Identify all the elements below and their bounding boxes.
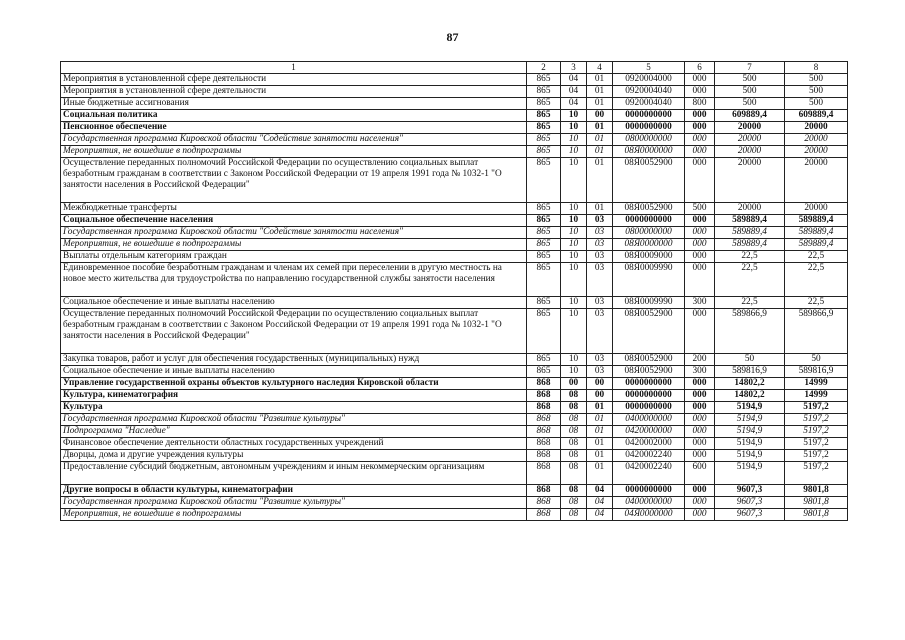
row-section-cell: 08 [561, 497, 587, 509]
header-row [61, 62, 848, 74]
row-name-cell: Осуществление переданных полномочий Российской Федерации по осуществлению социальных выплат безработным гражданам в соответствии с Законом Российской Федерации от 19 апреля 1991 года № 1032-1 "О занятости населения в Российской Федерации" [61, 158, 527, 203]
row-target-cell: 04Я0000000 [613, 509, 685, 521]
row-section-cell: 10 [561, 309, 587, 354]
row-amount-cell: 5194,9 [715, 426, 785, 438]
row-section-cell: 10 [561, 297, 587, 309]
row-amount-next-cell: 9801,8 [785, 485, 848, 497]
row-expense-type-cell: 300 [685, 366, 715, 378]
table-row [61, 485, 848, 497]
row-amount-cell: 5194,9 [715, 450, 785, 462]
row-target-cell: 08Я0009990 [613, 297, 685, 309]
column-header: 3 [561, 62, 587, 74]
column-header: 2 [527, 62, 561, 74]
row-code-cell: 865 [527, 134, 561, 146]
row-subsection-cell: 03 [587, 263, 613, 297]
row-subsection-cell: 01 [587, 86, 613, 98]
row-name-cell: Единовременное пособие безработным гражданам и членам их семей при переселении в другую местность на новое место жительства для трудоустройства по направлению государственной службы занятости населения [61, 263, 527, 297]
row-subsection-cell: 03 [587, 366, 613, 378]
table-row [61, 122, 848, 134]
row-subsection-cell: 01 [587, 414, 613, 426]
row-target-cell: 08Я0052900 [613, 309, 685, 354]
row-target-cell: 08Я0052900 [613, 158, 685, 203]
row-amount-cell: 20000 [715, 203, 785, 215]
row-target-cell: 08Я0052900 [613, 366, 685, 378]
row-subsection-cell: 01 [587, 438, 613, 450]
row-subsection-cell: 01 [587, 146, 613, 158]
row-target-cell: 08Я0009990 [613, 263, 685, 297]
table-row [61, 251, 848, 263]
row-target-cell: 0800000000 [613, 227, 685, 239]
row-target-cell: 08Я0009000 [613, 251, 685, 263]
row-amount-cell: 22,5 [715, 263, 785, 297]
row-expense-type-cell: 200 [685, 354, 715, 366]
row-code-cell: 865 [527, 86, 561, 98]
row-amount-cell: 5194,9 [715, 414, 785, 426]
table-row [61, 263, 848, 297]
row-expense-type-cell: 000 [685, 134, 715, 146]
row-expense-type-cell: 000 [685, 251, 715, 263]
row-section-cell: 08 [561, 426, 587, 438]
row-target-cell: 0000000000 [613, 110, 685, 122]
table-row [61, 110, 848, 122]
row-target-cell: 0000000000 [613, 485, 685, 497]
row-expense-type-cell: 000 [685, 450, 715, 462]
row-name-cell: Мероприятия, не вошедшие в подпрограммы [61, 239, 527, 251]
row-expense-type-cell: 000 [685, 158, 715, 203]
table-row [61, 462, 848, 485]
row-amount-next-cell: 9801,8 [785, 509, 848, 521]
row-code-cell: 868 [527, 438, 561, 450]
row-code-cell: 865 [527, 203, 561, 215]
row-target-cell: 0000000000 [613, 390, 685, 402]
row-amount-cell: 589889,4 [715, 239, 785, 251]
row-subsection-cell: 00 [587, 390, 613, 402]
row-expense-type-cell: 000 [685, 378, 715, 390]
row-amount-next-cell: 5197,2 [785, 462, 848, 485]
table-row [61, 309, 848, 354]
row-amount-next-cell: 14999 [785, 390, 848, 402]
row-code-cell: 868 [527, 390, 561, 402]
row-subsection-cell: 03 [587, 215, 613, 227]
row-amount-cell: 22,5 [715, 297, 785, 309]
row-target-cell: 0000000000 [613, 122, 685, 134]
table-row [61, 426, 848, 438]
table-row [61, 297, 848, 309]
row-section-cell: 10 [561, 239, 587, 251]
row-section-cell: 00 [561, 378, 587, 390]
table-row [61, 354, 848, 366]
row-subsection-cell: 04 [587, 509, 613, 521]
row-amount-cell: 9607,3 [715, 509, 785, 521]
row-amount-next-cell: 20000 [785, 134, 848, 146]
table-row [61, 215, 848, 227]
row-amount-cell: 20000 [715, 146, 785, 158]
row-code-cell: 865 [527, 146, 561, 158]
row-section-cell: 10 [561, 134, 587, 146]
row-name-cell: Межбюджетные трансферты [61, 203, 527, 215]
row-name-cell: Культура [61, 402, 527, 414]
row-code-cell: 865 [527, 366, 561, 378]
row-amount-next-cell: 9801,8 [785, 497, 848, 509]
row-amount-next-cell: 500 [785, 74, 848, 86]
row-expense-type-cell: 000 [685, 414, 715, 426]
row-name-cell: Осуществление переданных полномочий Российской Федерации по осуществлению социальных выплат безработным гражданам в соответствии с Законом Российской Федерации от 19 апреля 1991 года № 1032-1 "О занятости населения в Российской Федерации" [61, 309, 527, 354]
row-amount-next-cell: 22,5 [785, 263, 848, 297]
row-code-cell: 865 [527, 122, 561, 134]
row-name-cell: Социальное обеспечение и иные выплаты населению [61, 297, 527, 309]
row-code-cell: 865 [527, 74, 561, 86]
row-target-cell: 0420002240 [613, 450, 685, 462]
table-row [61, 146, 848, 158]
row-name-cell: Закупка товаров, работ и услуг для обеспечения государственных (муниципальных) нужд [61, 354, 527, 366]
row-name-cell: Мероприятия, не вошедшие в подпрограммы [61, 146, 527, 158]
row-target-cell: 0420000000 [613, 426, 685, 438]
row-subsection-cell: 03 [587, 227, 613, 239]
row-target-cell: 0800000000 [613, 134, 685, 146]
row-amount-cell: 589889,4 [715, 227, 785, 239]
row-subsection-cell: 01 [587, 402, 613, 414]
row-amount-next-cell: 5197,2 [785, 414, 848, 426]
row-target-cell: 08Я0052900 [613, 354, 685, 366]
table-row [61, 438, 848, 450]
row-target-cell: 08Я0000000 [613, 146, 685, 158]
column-header: 1 [61, 62, 527, 74]
row-expense-type-cell: 000 [685, 509, 715, 521]
row-section-cell: 08 [561, 402, 587, 414]
table-row [61, 158, 848, 203]
row-code-cell: 865 [527, 110, 561, 122]
row-amount-next-cell: 22,5 [785, 297, 848, 309]
row-amount-next-cell: 20000 [785, 146, 848, 158]
table-row [61, 86, 848, 98]
row-amount-next-cell: 20000 [785, 122, 848, 134]
row-section-cell: 08 [561, 485, 587, 497]
table-row [61, 203, 848, 215]
row-subsection-cell: 03 [587, 297, 613, 309]
row-target-cell: 0000000000 [613, 215, 685, 227]
row-target-cell: 0920004000 [613, 74, 685, 86]
table-row [61, 402, 848, 414]
row-expense-type-cell: 000 [685, 146, 715, 158]
row-expense-type-cell: 000 [685, 390, 715, 402]
row-amount-cell: 589866,9 [715, 309, 785, 354]
table-row [61, 227, 848, 239]
row-name-cell: Финансовое обеспечение деятельности областных государственных учреждений [61, 438, 527, 450]
row-section-cell: 08 [561, 450, 587, 462]
row-section-cell: 10 [561, 110, 587, 122]
row-amount-cell: 589889,4 [715, 215, 785, 227]
row-name-cell: Культура, кинематография [61, 390, 527, 402]
row-code-cell: 865 [527, 309, 561, 354]
row-section-cell: 10 [561, 146, 587, 158]
row-amount-next-cell: 50 [785, 354, 848, 366]
column-header: 5 [613, 62, 685, 74]
row-amount-cell: 14802,2 [715, 390, 785, 402]
row-amount-cell: 5194,9 [715, 462, 785, 485]
row-amount-cell: 20000 [715, 134, 785, 146]
row-name-cell: Иные бюджетные ассигнования [61, 98, 527, 110]
table-row [61, 98, 848, 110]
table-row [61, 239, 848, 251]
row-code-cell: 865 [527, 98, 561, 110]
table-row [61, 390, 848, 402]
row-name-cell: Другие вопросы в области культуры, кинематографии [61, 485, 527, 497]
row-expense-type-cell: 000 [685, 426, 715, 438]
row-amount-cell: 14802,2 [715, 378, 785, 390]
column-header: 8 [785, 62, 848, 74]
row-name-cell: Управление государственной охраны объектов культурного наследия Кировской области [61, 378, 527, 390]
row-subsection-cell: 01 [587, 134, 613, 146]
row-code-cell: 865 [527, 239, 561, 251]
row-expense-type-cell: 300 [685, 297, 715, 309]
row-expense-type-cell: 000 [685, 263, 715, 297]
row-section-cell: 10 [561, 227, 587, 239]
row-target-cell: 0400000000 [613, 497, 685, 509]
row-code-cell: 865 [527, 263, 561, 297]
row-subsection-cell: 01 [587, 203, 613, 215]
row-amount-next-cell: 500 [785, 86, 848, 98]
row-amount-cell: 500 [715, 86, 785, 98]
row-subsection-cell: 01 [587, 122, 613, 134]
table-row [61, 74, 848, 86]
row-code-cell: 865 [527, 215, 561, 227]
row-name-cell: Дворцы, дома и другие учреждения культуры [61, 450, 527, 462]
row-code-cell: 865 [527, 297, 561, 309]
budget-table [60, 61, 848, 521]
row-subsection-cell: 04 [587, 497, 613, 509]
row-target-cell: 0420002000 [613, 438, 685, 450]
row-expense-type-cell: 800 [685, 98, 715, 110]
row-section-cell: 10 [561, 354, 587, 366]
row-amount-next-cell: 20000 [785, 203, 848, 215]
row-amount-next-cell: 5197,2 [785, 438, 848, 450]
row-section-cell: 10 [561, 122, 587, 134]
row-amount-cell: 609889,4 [715, 110, 785, 122]
row-expense-type-cell: 000 [685, 74, 715, 86]
row-name-cell: Социальное обеспечение и иные выплаты населению [61, 366, 527, 378]
row-code-cell: 868 [527, 485, 561, 497]
row-amount-next-cell: 589866,9 [785, 309, 848, 354]
row-expense-type-cell: 000 [685, 485, 715, 497]
row-name-cell: Социальное обеспечение населения [61, 215, 527, 227]
row-target-cell: 0920004040 [613, 98, 685, 110]
row-target-cell: 0000000000 [613, 378, 685, 390]
row-code-cell: 865 [527, 251, 561, 263]
row-section-cell: 08 [561, 509, 587, 521]
row-target-cell: 0000000000 [613, 402, 685, 414]
row-expense-type-cell: 500 [685, 203, 715, 215]
row-name-cell: Социальная политика [61, 110, 527, 122]
row-name-cell: Подпрограмма "Наследие" [61, 426, 527, 438]
row-code-cell: 868 [527, 426, 561, 438]
row-target-cell: 0400000000 [613, 414, 685, 426]
row-expense-type-cell: 000 [685, 122, 715, 134]
column-header: 4 [587, 62, 613, 74]
row-code-cell: 865 [527, 158, 561, 203]
row-amount-cell: 20000 [715, 122, 785, 134]
row-subsection-cell: 03 [587, 251, 613, 263]
row-subsection-cell: 01 [587, 450, 613, 462]
row-target-cell: 0420002240 [613, 462, 685, 485]
table-row [61, 414, 848, 426]
row-expense-type-cell: 000 [685, 86, 715, 98]
row-amount-cell: 9607,3 [715, 497, 785, 509]
row-subsection-cell: 01 [587, 74, 613, 86]
row-name-cell: Государственная программа Кировской области "Содействие занятости населения" [61, 227, 527, 239]
page-number: 87 [446, 30, 459, 44]
row-name-cell: Государственная программа Кировской области "Развитие культуры" [61, 414, 527, 426]
row-amount-next-cell: 22,5 [785, 251, 848, 263]
row-section-cell: 10 [561, 366, 587, 378]
row-amount-next-cell: 589889,4 [785, 227, 848, 239]
row-amount-cell: 589816,9 [715, 366, 785, 378]
row-code-cell: 868 [527, 462, 561, 485]
row-code-cell: 865 [527, 354, 561, 366]
row-expense-type-cell: 000 [685, 309, 715, 354]
row-code-cell: 868 [527, 402, 561, 414]
row-amount-next-cell: 609889,4 [785, 110, 848, 122]
row-amount-next-cell: 14999 [785, 378, 848, 390]
row-amount-next-cell: 589889,4 [785, 215, 848, 227]
row-amount-cell: 5194,9 [715, 438, 785, 450]
table-row [61, 509, 848, 521]
row-amount-next-cell: 5197,2 [785, 426, 848, 438]
row-code-cell: 865 [527, 227, 561, 239]
row-amount-cell: 500 [715, 98, 785, 110]
row-target-cell: 08Я0052900 [613, 203, 685, 215]
column-header: 7 [715, 62, 785, 74]
row-section-cell: 10 [561, 263, 587, 297]
row-amount-cell: 20000 [715, 158, 785, 203]
row-subsection-cell: 03 [587, 309, 613, 354]
row-amount-next-cell: 500 [785, 98, 848, 110]
row-expense-type-cell: 000 [685, 438, 715, 450]
row-section-cell: 10 [561, 251, 587, 263]
row-name-cell: Государственная программа Кировской области "Содействие занятости населения" [61, 134, 527, 146]
row-expense-type-cell: 000 [685, 239, 715, 251]
row-code-cell: 868 [527, 378, 561, 390]
row-amount-next-cell: 5197,2 [785, 402, 848, 414]
row-amount-next-cell: 20000 [785, 158, 848, 203]
row-amount-next-cell: 5197,2 [785, 450, 848, 462]
table-row [61, 134, 848, 146]
row-section-cell: 10 [561, 158, 587, 203]
row-code-cell: 868 [527, 414, 561, 426]
row-expense-type-cell: 000 [685, 227, 715, 239]
row-subsection-cell: 03 [587, 239, 613, 251]
row-name-cell: Мероприятия, не вошедшие в подпрограммы [61, 509, 527, 521]
row-name-cell: Мероприятия в установленной сфере деятельности [61, 86, 527, 98]
row-section-cell: 08 [561, 390, 587, 402]
row-code-cell: 868 [527, 450, 561, 462]
row-code-cell: 868 [527, 497, 561, 509]
row-name-cell: Пенсионное обеспечение [61, 122, 527, 134]
row-target-cell: 08Я0000000 [613, 239, 685, 251]
row-amount-cell: 5194,9 [715, 402, 785, 414]
row-target-cell: 0920004040 [613, 86, 685, 98]
row-section-cell: 10 [561, 215, 587, 227]
row-expense-type-cell: 000 [685, 497, 715, 509]
row-amount-next-cell: 589889,4 [785, 239, 848, 251]
row-subsection-cell: 00 [587, 378, 613, 390]
row-section-cell: 04 [561, 98, 587, 110]
row-amount-cell: 9607,3 [715, 485, 785, 497]
row-amount-cell: 50 [715, 354, 785, 366]
row-subsection-cell: 03 [587, 354, 613, 366]
row-name-cell: Государственная программа Кировской области "Развитие культуры" [61, 497, 527, 509]
row-section-cell: 10 [561, 203, 587, 215]
row-subsection-cell: 01 [587, 426, 613, 438]
row-expense-type-cell: 000 [685, 110, 715, 122]
column-header: 6 [685, 62, 715, 74]
row-amount-cell: 22,5 [715, 251, 785, 263]
row-section-cell: 08 [561, 462, 587, 485]
row-section-cell: 08 [561, 438, 587, 450]
row-subsection-cell: 01 [587, 462, 613, 485]
row-expense-type-cell: 000 [685, 215, 715, 227]
row-subsection-cell: 00 [587, 110, 613, 122]
table-row [61, 378, 848, 390]
table-row [61, 366, 848, 378]
row-section-cell: 08 [561, 414, 587, 426]
row-section-cell: 04 [561, 86, 587, 98]
row-code-cell: 868 [527, 509, 561, 521]
table-row [61, 450, 848, 462]
row-subsection-cell: 01 [587, 98, 613, 110]
row-name-cell: Выплаты отдельным категориям граждан [61, 251, 527, 263]
row-expense-type-cell: 600 [685, 462, 715, 485]
row-subsection-cell: 01 [587, 158, 613, 203]
row-amount-cell: 500 [715, 74, 785, 86]
row-amount-next-cell: 589816,9 [785, 366, 848, 378]
row-expense-type-cell: 000 [685, 402, 715, 414]
table-row [61, 497, 848, 509]
row-section-cell: 04 [561, 74, 587, 86]
row-name-cell: Мероприятия в установленной сфере деятельности [61, 74, 527, 86]
row-subsection-cell: 04 [587, 485, 613, 497]
row-name-cell: Предоставление субсидий бюджетным, автономным учреждениям и иным некоммерческим организациям [61, 462, 527, 485]
